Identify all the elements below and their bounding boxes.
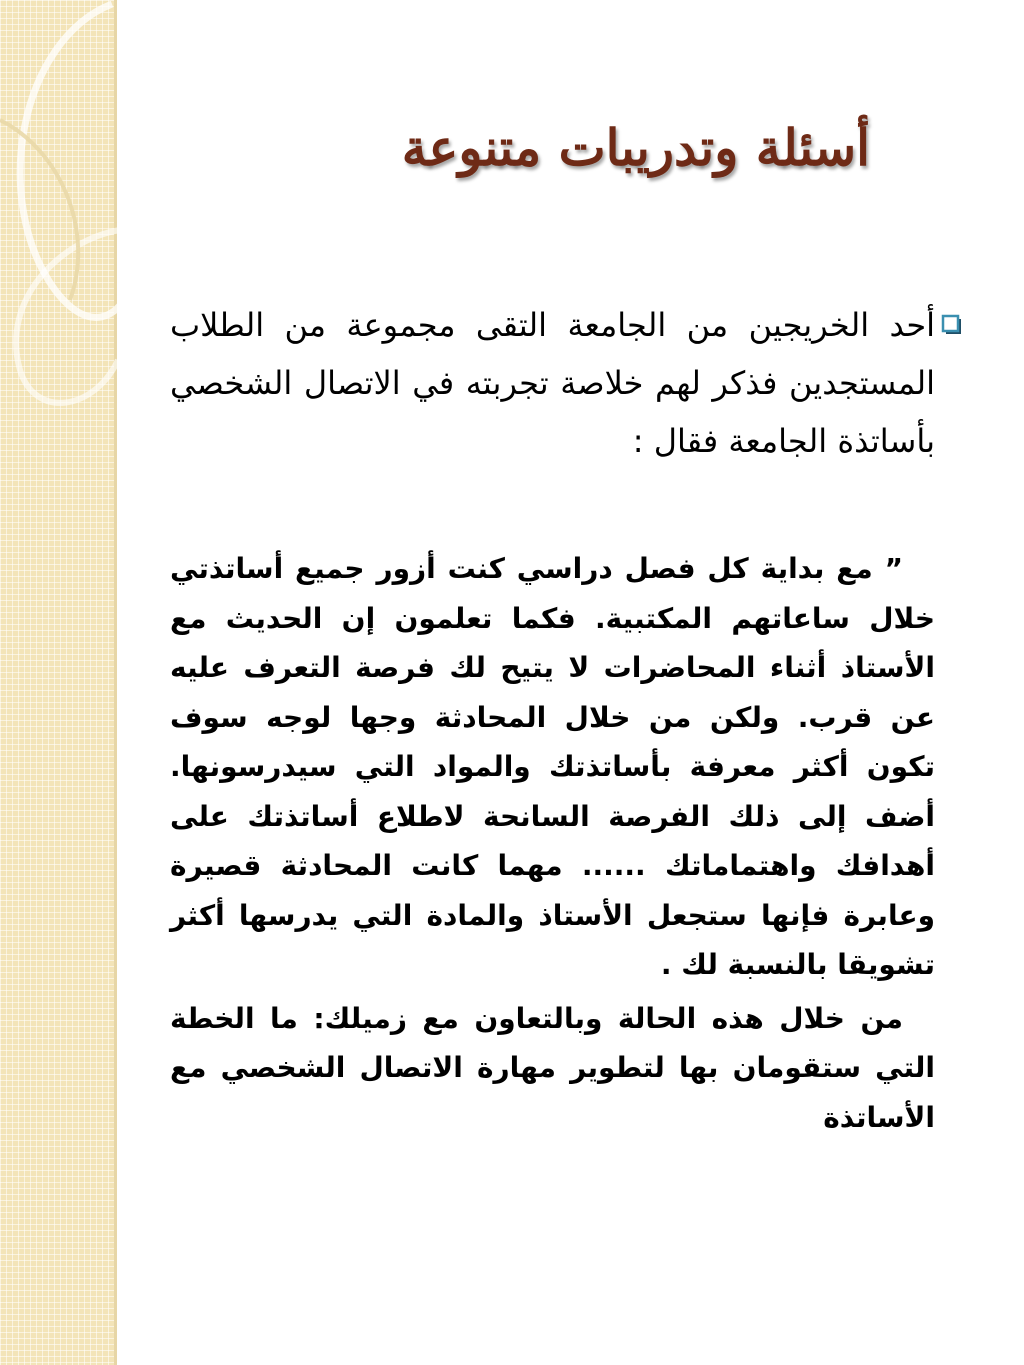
slide-body [170, 296, 935, 1142]
intro-paragraph: أحد الخريجين من الجامعة التقى مجموعة من الطلاب المستجدين فذكر لهم خلاصة تجربته في الاتصال الشخصي بأساتذة الجامعة فقال : [170, 306, 935, 460]
slide-title: أسئلة وتدريبات متنوعة [401, 118, 870, 177]
task-paragraph: من خلال هذه الحالة وبالتعاون مع زميلك: ما الخطة التي ستقومان بها لتطوير مهارة الاتصال الشخصي مع الأساتذة [170, 1001, 935, 1134]
quote-paragraph: ” مع بداية كل فصل دراسي كنت أزور جميع أساتذتي خلال ساعاتهم المكتبية. فكما تعلمون إن الحديث مع الأستاذ أثناء المحاضرات لا يتيح لك فرصة التعرف عليه عن قرب. ولكن من خلال المحادثة وجها لوجه سوف تكون أكثر معرفة بأساتذتك والمواد التي سيدرسونها. أضف إلى ذلك الفرصة السانحة لاطلاع أساتذتك على أهدافك واهتماماتك ...... مهما كانت المحادثة قصيرة وعابرة فإنها ستجعل الأستاذ والمادة التي يدرسها أكثر تشويقا بالنسبة لك . [170, 552, 935, 981]
decorative-swirl-icon [0, 0, 140, 430]
hollow-square-bullet-icon [941, 314, 963, 336]
